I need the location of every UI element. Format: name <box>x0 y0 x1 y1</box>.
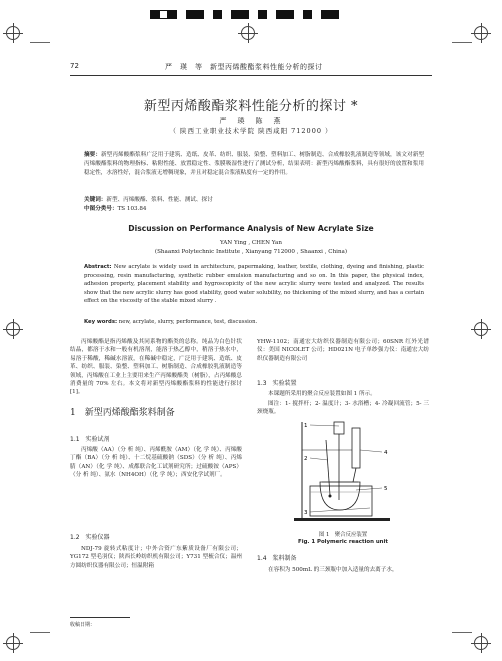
section-1-3-text: 本课题所采用的聚合反应装置如图 1 所示。 <box>268 391 376 397</box>
registration-mark-top-center <box>241 26 255 40</box>
authors: 严 瑛 陈 燕 <box>219 117 283 125</box>
figure-label-4: 4 <box>384 450 388 456</box>
intro-paragraph: 丙烯酸酯是指丙烯酸及其同系物的酯类的总称。纯品为白色针状结晶，都溶于水和一般有机溶剂，能溶于热乙醇中，稍溶于热水中，易溶于稀酸，稀碱水溶液，在稀碱中稳定，广泛用于建筑、造纸、皮革、纺织、服装、染整、塑料加工、树脂制造、合成橡胶乳液制造等领域，丙烯酸在工业上主要用来生产丙烯酸酯类（树脂），占丙烯酸总消费量的 70% 左右。本文将对新型丙烯酸酯浆料的性能进行探讨 [1]。 <box>70 339 242 396</box>
section-1-4-heading: 1.4 浆料制备 <box>257 555 297 562</box>
stirrer-motor <box>334 422 344 434</box>
keywords-en-label: Key words: <box>84 319 118 325</box>
reflux-condenser <box>352 428 360 468</box>
figure-label-2: 2 <box>304 456 308 462</box>
keywords-cn <box>84 196 424 205</box>
abstract-cn-text: 新型丙烯酸酯浆料广泛用于建筑、造纸、皮革、纺织、服装、染整、塑料加工、树脂制造、合成橡胶乳液制造等领域，该文对新型丙烯酸酯浆料的物理指标、粘附性能、放置稳定性、浆膜吸湿性进行了测试分析，结果表明：新型丙烯酸酯浆料，具有很好的放置和浆用稳定性，水溶性好，混合浆液无增稠现象，并且对稳定混合浆液粘度有一定的作用。 <box>84 152 424 176</box>
abstract-en-label: Abstract: <box>84 264 112 270</box>
abstract-cn-label: 摘要： <box>84 152 102 158</box>
section-1-heading: 1 新型丙烯酸酯浆料制备 <box>70 408 175 418</box>
abstract-en-text: New acrylate is widely used in architecture, papermaking, leather, textile, clothing, dyeing and finishing, plastic processing, resin manufacturing, synthetic rubber emulsion manufacturing and so on. In this paper, the physical index, adhesion property, placement stability and hygroscopicity of the new acrylic slurry were tested and analyzed. The results show that the new acrylic slurry has good stability, good water solubility, no thickening of the mixed slurry, and has a certain effect on the viscosity of the stable mixed slurry . <box>84 264 425 305</box>
crop-line <box>452 632 472 633</box>
abstract-en <box>84 263 424 306</box>
crop-line <box>30 42 50 43</box>
registration-mark-top-left <box>6 26 20 40</box>
registration-mark-bottom-left <box>6 636 20 650</box>
english-authors: YAN Ying , CHEN Yan <box>220 240 282 246</box>
keywords-cn-label: 关键词： <box>84 197 107 203</box>
figure-caption-en: Fig. 1 Polymeric reaction unit <box>298 539 388 545</box>
section-1-3-heading: 1.3 实验装置 <box>257 380 297 387</box>
instruments-continued: YHW-1102；南通宏大纺织仪器制造有限公司；60SNR 红外光谱仪：美国 NICOLET 公司；HD021N 电子单纱强力仪：南通宏大纺织仪器制造有限公司 <box>257 339 429 362</box>
section-1-2-text: NDJ-79 旋转式粘度计；中外合资广东紫质设备厂有限公司；YG172 型毛羽仪；陕西长岭纺织机有限公司；Y731 型梳合仪；温州方圆纺织仪器有限公司；恒温附箱 <box>70 546 242 569</box>
crop-line <box>452 42 472 43</box>
registration-mark-mid-left <box>6 322 20 336</box>
affiliation: （ 陕西工业职业技术学院 陕西咸阳 712000 ） <box>169 127 333 135</box>
section-1-1-heading: 1.1 实验试剂 <box>70 436 110 443</box>
figure-label-3: 3 <box>304 510 308 516</box>
classification <box>84 205 424 214</box>
keywords-cn-text: 新型、丙烯酸酯、浆料、性能、测试、探讨 <box>106 197 213 203</box>
figure-legend: 图注：1- 搅拌杆；2- 温度计；3- 水浴槽；4- 冷凝回流管；5- 三颈烧瓶。 <box>257 401 429 416</box>
abstract-cn <box>84 151 424 177</box>
printer-color-bar <box>150 10 348 19</box>
registration-mark-top-right <box>474 26 488 40</box>
page-number: 72 <box>70 62 79 70</box>
footnote-rule <box>70 617 130 618</box>
figure-caption-cn: 图 1 聚合反应装置 <box>318 532 368 538</box>
registration-mark-mid-right <box>474 322 488 336</box>
reaction-apparatus-figure <box>290 420 400 525</box>
classification-text: TS 103.84 <box>117 206 147 212</box>
english-title: Discussion on Performance Analysis of New Acrylate Size <box>128 224 374 233</box>
section-1-4-text: 在容积为 500mL 的三颈瓶中加入适量的去离子水， <box>268 567 398 573</box>
english-affiliation: (Shaanxi Polytechnic Institute , Xianyang 712000 , Shaanxi , China) <box>154 249 348 255</box>
paper-title: 新型丙烯酸酯浆料性能分析的探讨 * <box>143 99 359 114</box>
header-rule <box>70 75 432 76</box>
keywords-en-text: new, acrylate, slurry, performance, test, discussion. <box>118 319 258 325</box>
section-1-2-heading: 1.2 实验仪器 <box>70 534 110 541</box>
crop-line <box>30 632 50 633</box>
running-title: 严 瑛 等 新型丙烯酸酯浆料性能分析的探讨 <box>165 63 323 71</box>
thermometer <box>326 440 330 495</box>
keywords-en <box>84 318 424 327</box>
section-1-1-text: 丙烯酸（AA）（分 析 纯）、丙烯酰胺（AM）（化 学 纯）、丙烯酸丁酯（BA）（分 析 纯）、十二烷基硫酸钠（SDS）（分 析 纯）、丙烯腈（AN）（化 学 纯）、成都联合化工试剂研究所；过硫酸铵（APS）（分 析 纯）、氨水（NH4OH）（化 学 纯）；西安化学试剂厂。 <box>70 447 242 479</box>
footnote: 收稿日期： <box>70 622 96 628</box>
registration-mark-bottom-right <box>474 636 488 650</box>
classification-label: 中图分类号： <box>84 206 118 212</box>
figure-label-1: 1 <box>304 423 308 429</box>
figure-label-5: 5 <box>384 486 388 492</box>
running-header <box>70 60 432 74</box>
